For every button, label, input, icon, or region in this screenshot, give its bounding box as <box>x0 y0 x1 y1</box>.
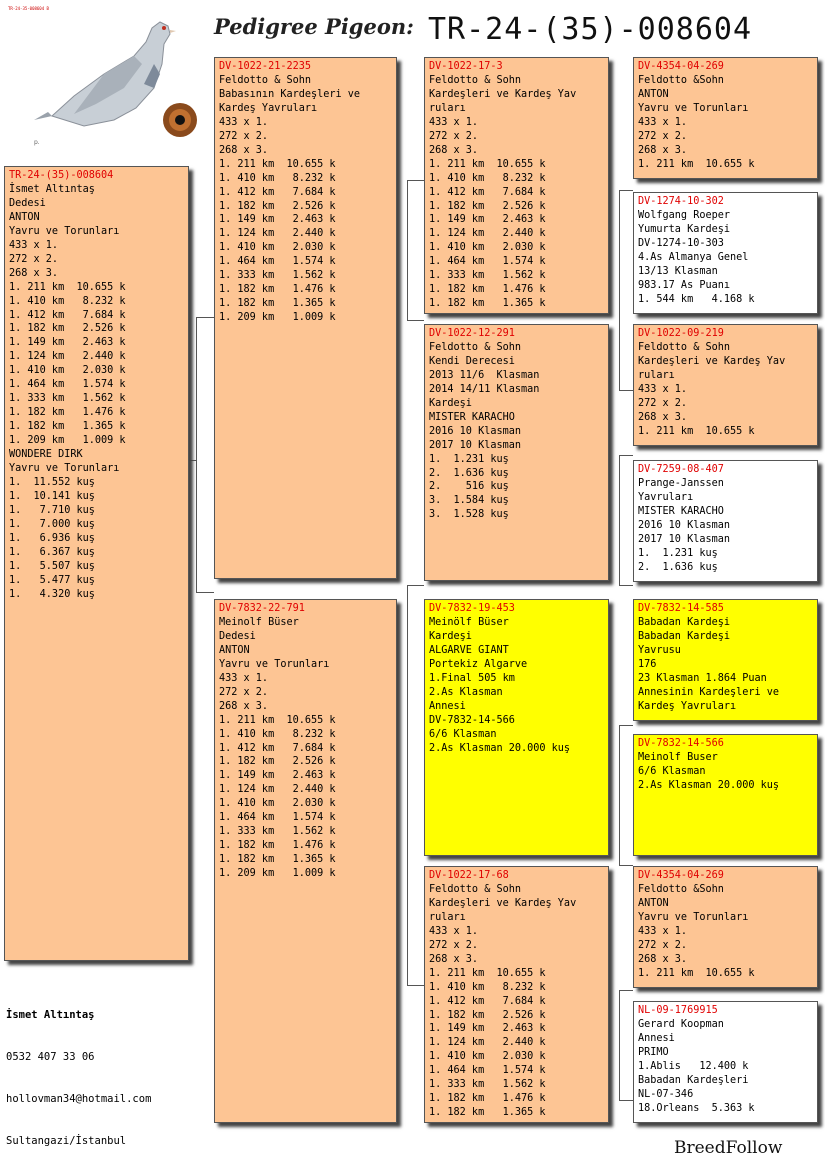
pedigree-line: ruları <box>429 102 466 114</box>
pedigree-line: 1.Final 505 km <box>429 672 515 684</box>
connector-line <box>619 990 620 1100</box>
pedigree-line: Annesi <box>429 700 466 712</box>
pedigree-line: 1. 6.936 kuş <box>9 532 95 544</box>
owner-location: Sultangazi/İstanbul <box>6 1135 127 1147</box>
pedigree-line: 2017 10 Klasman <box>429 439 522 451</box>
pedigree-line: 1. 124 km 2.440 k <box>9 351 126 363</box>
owner-name: İsmet Altıntaş <box>6 1009 95 1021</box>
pedigree-line: Babasının Kardeşleri ve <box>219 88 361 100</box>
pedigree-line: 1. 182 km 2.526 k <box>429 200 546 212</box>
pedigree-line: 1. 6.367 kuş <box>9 546 95 558</box>
svg-text:p.: p. <box>34 139 40 146</box>
pedigree-line: Kardeş Yavruları <box>219 102 318 114</box>
pedigree-line: 1. 211 km 10.655 k <box>638 967 755 979</box>
pedigree-line: 268 x 3. <box>219 144 269 156</box>
pedigree-box-sire-sire <box>424 57 609 314</box>
pedigree-line: 1. 410 km 8.232 k <box>219 728 336 740</box>
pedigree-line: 3. 1.528 kuş <box>429 509 509 521</box>
pedigree-line: 13/13 Klasman <box>638 265 718 277</box>
pedigree-line: PRIMO <box>638 1046 669 1058</box>
pedigree-line: 1. 333 km 1.562 k <box>9 393 126 405</box>
pedigree-line: Babadan Kardeşi <box>638 616 731 628</box>
pedigree-line: 2016 10 Klasman <box>638 519 731 531</box>
ring-id: DV-1022-17-3 <box>429 61 503 72</box>
pedigree-line: Feldotto & Sohn <box>429 883 522 895</box>
pedigree-line: 6/6 Klasman <box>638 765 706 777</box>
pedigree-line: 1. 182 km 1.476 k <box>9 407 126 419</box>
pedigree-line: 2017 10 Klasman <box>638 533 731 545</box>
pedigree-line: 1. 182 km 2.526 k <box>429 1009 546 1021</box>
connector-line <box>407 985 424 986</box>
pedigree-box-gg-2 <box>633 192 818 314</box>
pedigree-line: DV-1274-10-303 <box>638 237 724 249</box>
pedigree-line: 1. 211 km 10.655 k <box>219 714 336 726</box>
pedigree-line: ALGARVE GIANT <box>429 644 509 656</box>
pedigree-line: Yavru ve Torunları <box>9 463 120 475</box>
pedigree-line: Prange-Janssen <box>638 477 724 489</box>
ring-id: DV-7832-14-585 <box>638 603 724 614</box>
pedigree-line: 272 x 2. <box>429 130 479 142</box>
pedigree-line: 1. 211 km 10.655 k <box>429 967 546 979</box>
pedigree-line: Feldotto &Sohn <box>638 74 724 86</box>
pedigree-line: Yavru ve Torunları <box>219 658 330 670</box>
pedigree-box-dam <box>214 599 397 1123</box>
connector-line <box>619 190 633 191</box>
pedigree-line: 1. 464 km 1.574 k <box>219 256 336 268</box>
pedigree-line: Yavru ve Torunları <box>638 102 749 114</box>
pedigree-line: 1. 412 km 7.684 k <box>429 995 546 1007</box>
pedigree-line: Kardeşi <box>429 397 472 409</box>
pedigree-box-gg-1 <box>633 57 818 179</box>
pedigree-line: 6/6 Klasman <box>429 728 497 740</box>
pedigree-line: 1. 410 km 2.030 k <box>429 1051 546 1063</box>
pedigree-line: 2. 1.636 kuş <box>638 561 718 573</box>
pedigree-line: 1. 182 km 1.476 k <box>219 284 336 296</box>
pedigree-line: 1. 1.231 kuş <box>638 547 718 559</box>
pedigree-line: 1. 464 km 1.574 k <box>429 1065 546 1077</box>
ring-id: DV-1022-12-291 <box>429 328 515 339</box>
pedigree-box-gg-5 <box>633 599 818 721</box>
pedigree-box-gg-7 <box>633 866 818 988</box>
pedigree-line: 1. 410 km 8.232 k <box>429 981 546 993</box>
connector-line <box>407 585 424 586</box>
connector-line <box>407 320 424 321</box>
pigeon-photo <box>4 4 204 154</box>
ring-number: TR-24-(35)-008604 <box>428 12 753 47</box>
pedigree-line: 268 x 3. <box>638 144 688 156</box>
pedigree-line: 1. 149 km 2.463 k <box>9 337 126 349</box>
ring-id: DV-1274-10-302 <box>638 196 724 207</box>
pedigree-line: MISTER KARACHO <box>429 411 515 423</box>
pedigree-box-sire <box>214 57 397 579</box>
owner-phone: 0532 407 33 06 <box>6 1051 95 1063</box>
pedigree-line: 2014 14/11 Klasman <box>429 383 540 395</box>
pedigree-line: 2. 1.636 kuş <box>429 467 509 479</box>
pedigree-line: 1. 412 km 7.684 k <box>9 309 126 321</box>
pedigree-line: 268 x 3. <box>9 267 59 279</box>
pedigree-line: 1. 464 km 1.574 k <box>429 256 546 268</box>
connector-line <box>619 725 620 865</box>
pedigree-line: 1. 333 km 1.562 k <box>429 1079 546 1091</box>
pedigree-line: Babadan Kardeşi <box>638 630 731 642</box>
pedigree-line: DV-7832-14-566 <box>429 714 515 726</box>
pedigree-line: Feldotto & Sohn <box>429 341 522 353</box>
pedigree-line: ANTON <box>219 644 250 656</box>
pedigree-line: ANTON <box>638 897 669 909</box>
pedigree-line: 1. 7.710 kuş <box>9 504 95 516</box>
pedigree-line: 1. 7.000 kuş <box>9 518 95 530</box>
pedigree-line: 268 x 3. <box>219 700 269 712</box>
pedigree-line: ANTON <box>638 88 669 100</box>
pedigree-line: 1. 182 km 1.476 k <box>219 840 336 852</box>
pedigree-line: Yavrusu <box>638 644 681 656</box>
pedigree-line: 272 x 2. <box>638 130 688 142</box>
pedigree-line: 23 Klasman 1.864 Puan <box>638 672 767 684</box>
photo-caption: TR-24-35-008604 B <box>8 6 49 11</box>
connector-line <box>407 585 408 985</box>
ring-id: NL-09-1769915 <box>638 1005 718 1016</box>
pedigree-line: 1. 209 km 1.009 k <box>219 312 336 324</box>
pedigree-line: 1. 464 km 1.574 k <box>9 379 126 391</box>
pedigree-line: 1. 1.231 kuş <box>429 453 509 465</box>
connector-line <box>407 180 424 181</box>
pedigree-line: Babadan Kardeşleri <box>638 1074 749 1086</box>
connector-line <box>619 865 633 866</box>
pedigree-line: MISTER KARACHO <box>638 505 724 517</box>
owner-email[interactable]: hollovman34@hotmail.com <box>6 1093 152 1105</box>
pedigree-line: 4.As Almanya Genel <box>638 251 749 263</box>
pedigree-line: 1. 182 km 2.526 k <box>219 756 336 768</box>
pedigree-line: 1. 412 km 7.684 k <box>219 186 336 198</box>
pedigree-line: 1. 10.141 kuş <box>9 490 95 502</box>
ring-id: DV-7832-19-453 <box>429 603 515 614</box>
connector-line <box>619 725 633 726</box>
pedigree-line: ANTON <box>9 211 40 223</box>
pedigree-line: Feldotto & Sohn <box>429 74 522 86</box>
pedigree-line: ruları <box>638 369 675 381</box>
pedigree-line: 1. 412 km 7.684 k <box>219 742 336 754</box>
pedigree-line: 433 x 1. <box>638 383 688 395</box>
pedigree-line: 2.As Klasman <box>429 686 503 698</box>
ring-id: DV-7832-14-566 <box>638 738 724 749</box>
pedigree-line: 2. 516 kuş <box>429 481 509 493</box>
pedigree-line: 1. 410 km 2.030 k <box>219 798 336 810</box>
pedigree-line: Gerard Koopman <box>638 1018 724 1030</box>
pedigree-line: 1. 464 km 1.574 k <box>219 812 336 824</box>
ring-id: DV-1022-09-219 <box>638 328 724 339</box>
pedigree-line: 1. 333 km 1.562 k <box>219 270 336 282</box>
pedigree-line: 433 x 1. <box>9 239 59 251</box>
connector-line <box>619 990 633 991</box>
connector-line <box>619 1100 633 1101</box>
pedigree-line: 1. 209 km 1.009 k <box>219 868 336 880</box>
pigeon-icon <box>4 4 204 154</box>
ring-id: DV-1022-21-2235 <box>219 61 312 72</box>
pedigree-line: 1. 124 km 2.440 k <box>429 228 546 240</box>
owner-contact <box>6 980 151 1162</box>
pedigree-line: 268 x 3. <box>638 953 688 965</box>
pedigree-line: Kardeşi <box>429 630 472 642</box>
pedigree-line: Annesi <box>638 1032 675 1044</box>
pedigree-line: Meinolf Büser <box>219 616 299 628</box>
ring-id: DV-4354-04-269 <box>638 870 724 881</box>
pedigree-line: 1. 149 km 2.463 k <box>219 770 336 782</box>
pedigree-line: 1. 211 km 10.655 k <box>429 158 546 170</box>
pedigree-line: 1. 124 km 2.440 k <box>219 784 336 796</box>
pedigree-line: 1. 410 km 8.232 k <box>9 295 126 307</box>
pedigree-box-dam-dam <box>424 866 609 1123</box>
pedigree-line: 1. 124 km 2.440 k <box>219 228 336 240</box>
pedigree-line: 1. 410 km 2.030 k <box>9 365 126 377</box>
pedigree-line: Feldotto & Sohn <box>219 74 312 86</box>
pedigree-line: 272 x 2. <box>638 939 688 951</box>
pedigree-line: 1. 211 km 10.655 k <box>638 158 755 170</box>
pedigree-line: Wolfgang Roeper <box>638 209 731 221</box>
ring-id: DV-7259-08-407 <box>638 464 724 475</box>
pedigree-line: 272 x 2. <box>638 397 688 409</box>
pedigree-line: 2.As Klasman 20.000 kuş <box>638 779 780 791</box>
pedigree-line: 1.Ablis 12.400 k <box>638 1060 749 1072</box>
pedigree-line: 268 x 3. <box>429 953 479 965</box>
pedigree-line: 433 x 1. <box>429 116 479 128</box>
pedigree-line: 1. 410 km 2.030 k <box>219 242 336 254</box>
pedigree-line: 272 x 2. <box>219 686 269 698</box>
pedigree-line: 1. 410 km 8.232 k <box>219 172 336 184</box>
pedigree-line: 1. 182 km 1.365 k <box>9 421 126 433</box>
pedigree-line: 1. 182 km 2.526 k <box>219 200 336 212</box>
brand-logo: BreedFollow <box>674 1138 783 1158</box>
pedigree-line: 272 x 2. <box>219 130 269 142</box>
pedigree-box-gg-8 <box>633 1001 818 1123</box>
pedigree-line: WONDERE DIRK <box>9 449 83 461</box>
ring-id: DV-1022-17-68 <box>429 870 509 881</box>
pedigree-line: Kardeşleri ve Kardeş Yav <box>429 88 577 100</box>
pedigree-line: 1. 412 km 7.684 k <box>429 186 546 198</box>
pedigree-line: 1. 333 km 1.562 k <box>429 270 546 282</box>
pedigree-line: NL-07-346 <box>638 1088 694 1100</box>
pedigree-line: 1. 124 km 2.440 k <box>429 1037 546 1049</box>
connector-line <box>619 455 633 456</box>
pedigree-line: ruları <box>429 911 466 923</box>
pedigree-line: 433 x 1. <box>219 672 269 684</box>
connector-line <box>196 592 214 593</box>
pedigree-line: Feldotto & Sohn <box>638 341 731 353</box>
pedigree-line: 1. 149 km 2.463 k <box>429 214 546 226</box>
connector-line <box>619 585 633 586</box>
pedigree-line: Kardeşleri ve Kardeş Yav <box>429 897 577 909</box>
pedigree-line: 268 x 3. <box>429 144 479 156</box>
pedigree-line: 433 x 1. <box>638 925 688 937</box>
pedigree-line: 1. 410 km 2.030 k <box>429 242 546 254</box>
pedigree-line: İsmet Altıntaş <box>9 183 95 195</box>
pedigree-line: 1. 182 km 1.365 k <box>219 298 336 310</box>
pedigree-line: Dedesi <box>9 197 46 209</box>
connector-line <box>196 317 197 592</box>
pedigree-line: 3. 1.584 kuş <box>429 495 509 507</box>
pedigree-line: 1. 182 km 1.476 k <box>429 284 546 296</box>
pedigree-line: 1. 410 km 8.232 k <box>429 172 546 184</box>
connector-line <box>619 190 620 390</box>
connector-line <box>619 390 633 391</box>
pedigree-line: Feldotto &Sohn <box>638 883 724 895</box>
pedigree-line: 1. 182 km 1.365 k <box>429 1107 546 1119</box>
pedigree-line: 1. 544 km 4.168 k <box>638 293 755 305</box>
pedigree-line: Yavruları <box>638 491 694 503</box>
pedigree-line: 1. 5.507 kuş <box>9 560 95 572</box>
pedigree-line: 1. 209 km 1.009 k <box>9 435 126 447</box>
pedigree-line: 1. 11.552 kuş <box>9 476 95 488</box>
pedigree-line: 1. 182 km 2.526 k <box>9 323 126 335</box>
pedigree-line: 18.Orleans 5.363 k <box>638 1102 755 1114</box>
pedigree-line: 272 x 2. <box>9 253 59 265</box>
pedigree-line: Meinölf Büser <box>429 616 509 628</box>
pedigree-line: Dedesi <box>219 630 256 642</box>
pedigree-line: 983.17 As Puanı <box>638 279 731 291</box>
pedigree-line: 1. 182 km 1.365 k <box>219 854 336 866</box>
pedigree-line: 1. 5.477 kuş <box>9 574 95 586</box>
pedigree-line: 1. 211 km 10.655 k <box>638 425 755 437</box>
pedigree-line: Yavru ve Torunları <box>9 225 120 237</box>
pedigree-line: 1. 149 km 2.463 k <box>219 214 336 226</box>
pedigree-line: 268 x 3. <box>638 411 688 423</box>
connector-line <box>189 460 196 461</box>
pedigree-box-gg-3 <box>633 324 818 446</box>
page-title-label: Pedigree Pigeon: <box>214 14 414 39</box>
ring-id: TR-24-(35)-008604 <box>9 170 114 181</box>
pedigree-line: Meinolf Buser <box>638 751 718 763</box>
pedigree-line: 1. 333 km 1.562 k <box>219 826 336 838</box>
pedigree-box-sire-dam <box>424 324 609 581</box>
connector-line <box>407 180 408 320</box>
pedigree-line: 433 x 1. <box>429 925 479 937</box>
pedigree-box-dam-sire <box>424 599 609 856</box>
pedigree-line: 1. 211 km 10.655 k <box>9 281 126 293</box>
pedigree-line: Yumurta Kardeşi <box>638 223 731 235</box>
pedigree-line: 2016 10 Klasman <box>429 425 522 437</box>
pedigree-line: 1. 182 km 1.365 k <box>429 298 546 310</box>
connector-line <box>196 317 214 318</box>
pedigree-line: 176 <box>638 658 657 670</box>
pedigree-box-subject <box>4 166 189 961</box>
pedigree-line: 1. 4.320 kuş <box>9 588 95 600</box>
pedigree-box-gg-4 <box>633 460 818 582</box>
ring-id: DV-7832-22-791 <box>219 603 305 614</box>
pedigree-line: 1. 149 km 2.463 k <box>429 1023 546 1035</box>
pedigree-line: 433 x 1. <box>638 116 688 128</box>
connector-line <box>619 455 620 585</box>
pedigree-line: 2013 11/6 Klasman <box>429 369 540 381</box>
pedigree-line: 433 x 1. <box>219 116 269 128</box>
pedigree-line: 272 x 2. <box>429 939 479 951</box>
pedigree-box-gg-6 <box>633 734 818 856</box>
pedigree-line: 2.As Klasman 20.000 kuş <box>429 742 571 754</box>
pedigree-line: Kardeş Yavruları <box>638 700 737 712</box>
ring-id: DV-4354-04-269 <box>638 61 724 72</box>
pedigree-line: Yavru ve Torunları <box>638 911 749 923</box>
pedigree-line: Portekiz Algarve <box>429 658 528 670</box>
pedigree-line: 1. 211 km 10.655 k <box>219 158 336 170</box>
pedigree-line: Annesinin Kardeşleri ve <box>638 686 780 698</box>
pedigree-line: Kendi Derecesi <box>429 355 515 367</box>
pedigree-line: 1. 182 km 1.476 k <box>429 1093 546 1105</box>
pedigree-line: Kardeşleri ve Kardeş Yav <box>638 355 786 367</box>
